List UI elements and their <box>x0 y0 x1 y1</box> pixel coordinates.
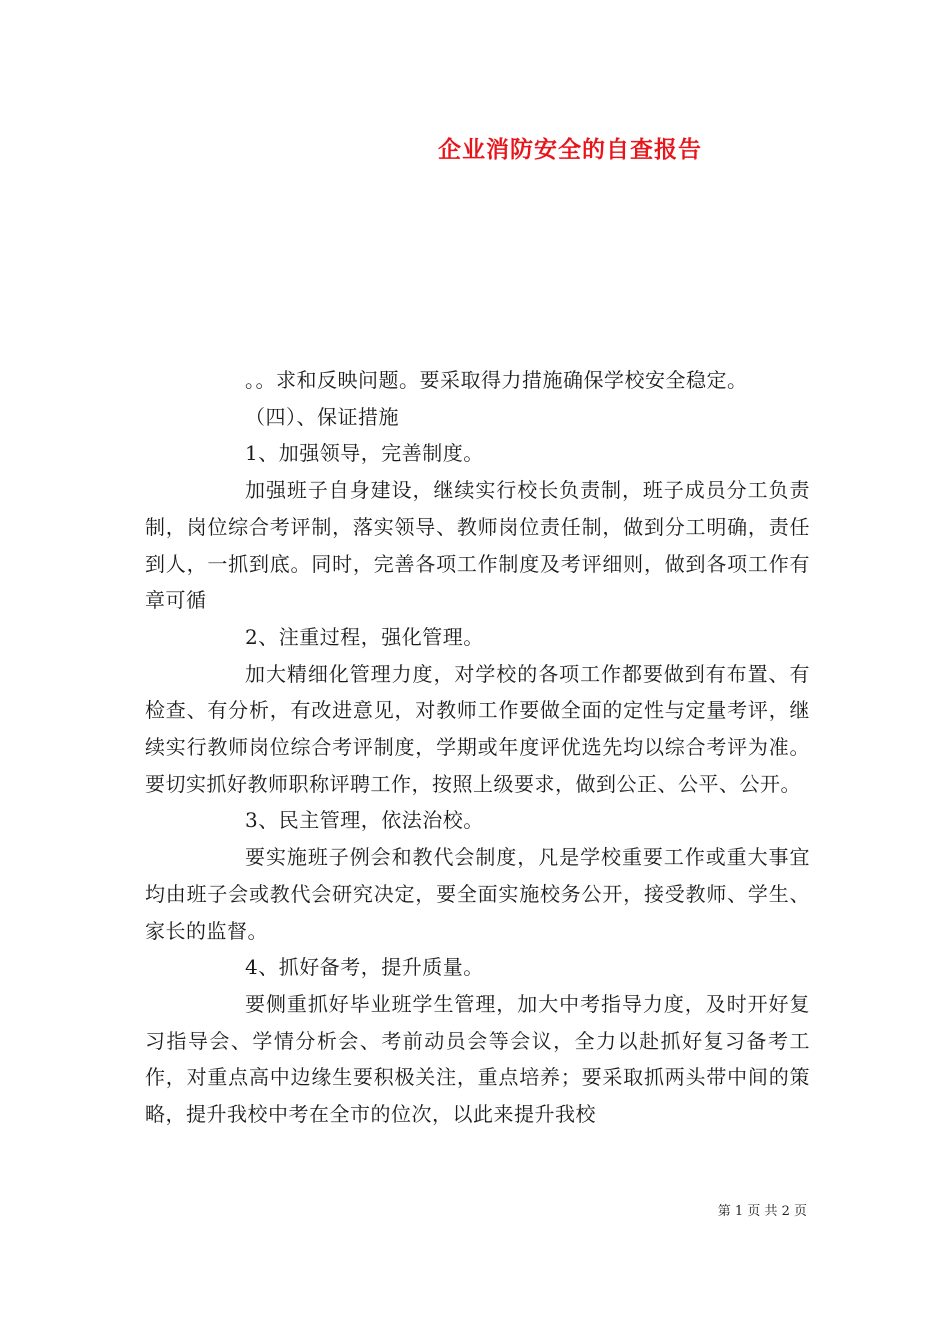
subheading: 3、民主管理，依法治校。 <box>245 808 484 833</box>
subheading: 2、注重过程，强化管理。 <box>245 624 484 649</box>
document-body <box>145 362 810 1133</box>
section-heading: （四）、保证措施 <box>245 404 399 429</box>
paragraph: 。。求和反映问题。要采取得力措施确保学校安全稳定。 <box>245 368 748 392</box>
paragraph: 加大精细化管理力度，对学校的各项工作都要做到有布置、有检查、有分析，有改进意见，对教师工作要做全面的定性与定量考评，继续实行教师岗位综合考评制度，学期或年度评优选先均以综合考评为准。要切实抓好教师职称评聘工作，按照上级要求，做到公正、公平、公开。 <box>145 661 810 796</box>
subheading: 1、加强领导，完善制度。 <box>245 441 484 466</box>
document-title: 企业消防安全的自查报告 <box>438 136 702 163</box>
paragraph: 要侧重抓好毕业班学生管理，加大中考指导力度，及时开好复习指导会、学情分析会、考前动员会等会议，全力以赴抓好复习备考工作，对重点高中边缘生要积极关注，重点培养；要采取抓两头带中间的策略，提升我校中考在全市的位次，以此来提升我校 <box>145 991 810 1127</box>
subheading: 4、抓好备考，提升质量。 <box>245 955 484 980</box>
paragraph: 要实施班子例会和教代会制度，凡是学校重要工作或重大事宜均由班子会或教代会研究决定，要全面实施校务公开，接受教师、学生、家长的监督。 <box>145 845 810 943</box>
page-number-footer: 第 1 页 共 2 页 <box>717 1204 807 1219</box>
paragraph: 加强班子自身建设，继续实行校长负责制，班子成员分工负责制，岗位综合考评制，落实领导、教师岗位责任制，做到分工明确，责任到人，一抓到底。同时，完善各项工作制度及考评细则，做到各项工作有章可循 <box>145 478 810 613</box>
